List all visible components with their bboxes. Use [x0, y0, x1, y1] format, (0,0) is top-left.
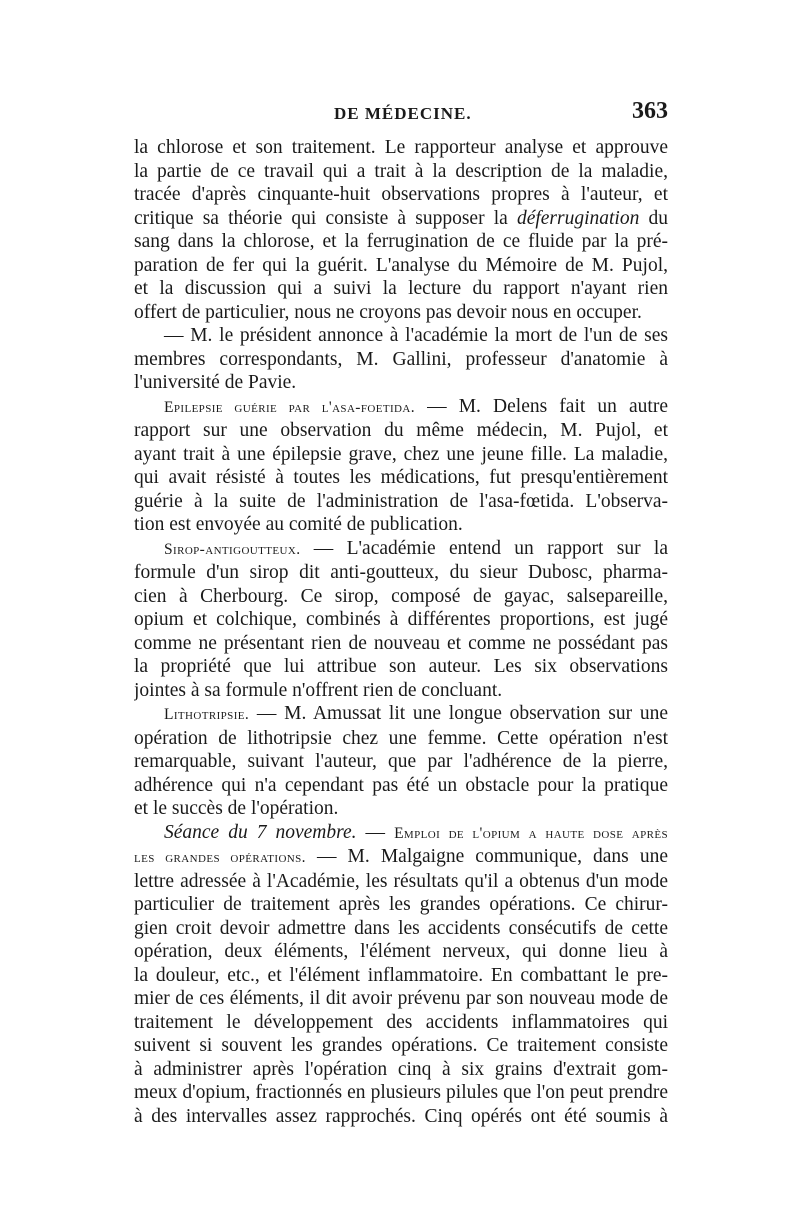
text-run: offert de particulier, nous ne croyons pas devoir nous en occuper. — [134, 301, 642, 323]
text-run: jointes à sa formule n'offrent rien de concluant. — [134, 679, 503, 701]
text-line — [134, 1105, 668, 1129]
text-line — [134, 537, 668, 562]
text-run: traitement le développement des accidents inflammatoires qui — [134, 1011, 668, 1033]
text-line — [134, 301, 668, 325]
text-line — [134, 964, 668, 988]
text-run: — M. Malgaigne communique, dans une — [305, 846, 668, 867]
body-text — [134, 136, 668, 1128]
text-line — [134, 1011, 668, 1035]
text-line — [134, 870, 668, 894]
paragraph-p4 — [134, 537, 668, 703]
text-line — [134, 490, 668, 514]
text-line — [134, 655, 668, 679]
text-run: — M. Delens fait un autre — [414, 395, 668, 417]
text-run: à des intervalles assez rapprochés. Cinq opérés ont été soumis à — [134, 1105, 668, 1127]
text-run: la douleur, etc., et l'élément inflammatoire. En combattant le pre- — [134, 964, 668, 986]
text-line — [134, 348, 668, 372]
text-line — [134, 821, 668, 846]
section-heading: Lithotripsie. — [164, 706, 250, 723]
text-line — [134, 1058, 668, 1082]
text-line — [134, 419, 668, 443]
text-line — [134, 727, 668, 751]
text-line — [134, 797, 668, 821]
text-run: ayant trait à une épilepsie grave, chez une jeune fille. La maladie, — [134, 443, 668, 465]
paragraph-p3 — [134, 395, 668, 537]
text-run: l'université de Pavie. — [134, 372, 297, 393]
text-run: — M. le président annonce à l'académie la mort de l'un de ses — [164, 325, 668, 346]
section-heading: Sirop-antigoutteux. — [164, 540, 301, 558]
text-run: critique sa théorie qui consiste à supposer la — [134, 207, 517, 229]
text-run: tracée d'après cinquante-huit observations propres à l'auteur, et — [134, 184, 668, 205]
text-run: — — [356, 821, 395, 843]
running-head: DE MÉDECINE. — [334, 104, 472, 123]
text-run: guérie à la suite de l'administration de l'asa-fœtida. L'observa- — [134, 490, 668, 512]
text-line — [134, 561, 668, 585]
text-line — [134, 136, 668, 160]
text-run: — L'académie entend un rapport sur la — [300, 537, 668, 559]
text-line — [134, 893, 668, 917]
text-line — [134, 774, 668, 798]
text-line — [134, 207, 668, 231]
text-run: opération, deux éléments, l'élément nerveux, qui donne lieu à — [134, 941, 668, 962]
text-run: à administrer après l'opération cinq à six grains d'extrait gom- — [134, 1058, 668, 1080]
italic-text: déferrugination — [516, 207, 640, 229]
text-line — [134, 395, 668, 420]
text-line — [134, 443, 668, 467]
text-run: cien à Cherbourg. Ce sirop, composé de gayac, salsepareille, — [134, 585, 668, 607]
text-run: et la discussion qui a suivi la lecture du rapport n'ayant rien — [134, 278, 668, 299]
text-run: remarquable, suivant l'auteur, que par l'adhérence de la pierre, — [134, 751, 668, 772]
text-run: suivent si souvent les grandes opérations. Ce traitement consiste — [134, 1035, 668, 1056]
section-heading: Epilepsie guérie par l'asa-foetida. — [164, 398, 415, 416]
text-run: sang dans la chlorose, et la ferrugination de ce fluide par la pré- — [134, 231, 668, 252]
text-run: adhérence qui n'a cependant pas été un obstacle pour la pratique — [134, 774, 668, 796]
italic-text: Séance du 7 novembre. — [164, 821, 357, 843]
text-line — [134, 277, 668, 301]
text-run: opium et colchique, combinés à différentes proportions, est jugé — [134, 609, 668, 630]
text-line — [134, 750, 668, 774]
text-line — [134, 160, 668, 184]
text-line — [134, 1034, 668, 1058]
text-run: particulier de traitement après les grandes opérations. Ce chirur- — [134, 894, 668, 915]
section-heading: les grandes opérations. — [134, 849, 306, 866]
text-line — [134, 632, 668, 656]
text-run: et le succès de l'opération. — [134, 798, 339, 819]
text-line — [134, 466, 668, 490]
text-line — [134, 324, 668, 348]
paragraph-p1 — [134, 136, 668, 324]
paragraph-p5 — [134, 702, 668, 821]
text-run: mier de ces éléments, il dit avoir prévenu par son nouveau mode de — [134, 988, 668, 1009]
text-line — [134, 940, 668, 964]
text-run: meux d'opium, fractionnés en plusieurs pilules que l'on peut prendre — [134, 1082, 668, 1103]
text-run: gien croit devoir admettre dans les accidents consécutifs de cette — [134, 917, 668, 939]
section-heading: Emploi de l'opium a haute dose après — [394, 824, 668, 842]
text-line — [134, 845, 668, 870]
text-run: — M. Amussat lit une longue observation sur une — [249, 703, 668, 724]
text-line — [134, 371, 668, 395]
text-line — [134, 608, 668, 632]
text-line — [134, 585, 668, 609]
page-number: 363 — [632, 98, 668, 124]
text-run: formule d'un sirop dit anti-goutteux, du sieur Dubosc, pharma- — [134, 562, 668, 583]
text-line — [134, 183, 668, 207]
text-line — [134, 702, 668, 727]
text-line — [134, 230, 668, 254]
text-line — [134, 679, 668, 703]
text-line — [134, 1081, 668, 1105]
text-run: la partie de ce travail qui a trait à la description de la maladie, — [134, 160, 668, 182]
text-run: membres correspondants, M. Gallini, professeur d'anatomie à — [134, 348, 668, 370]
text-run: rapport sur une observation du même médecin, M. Pujol, et — [134, 420, 668, 441]
text-run: opération de lithotripsie chez une femme. Cette opération n'est — [134, 727, 668, 749]
text-run: paration de fer qui la guérit. L'analyse du Mémoire de M. Pujol, — [134, 254, 668, 276]
text-run: lettre adressée à l'Académie, les résultats qu'il a obtenus d'un mode — [134, 870, 668, 892]
text-line — [134, 254, 668, 278]
text-run: la chlorose et son traitement. Le rapporteur analyse et approuve — [134, 137, 668, 158]
text-run: tion est envoyée au comité de publication. — [134, 514, 463, 535]
text-run: qui avait résisté à toutes les médications, fut presqu'entièrement — [134, 467, 668, 488]
text-run: du — [639, 207, 668, 229]
paragraph-p6 — [134, 821, 668, 1129]
text-run: la propriété que lui attribue son auteur. Les six observations — [134, 656, 668, 677]
text-line — [134, 987, 668, 1011]
text-line — [134, 917, 668, 941]
paragraph-p2 — [134, 324, 668, 395]
text-line — [134, 513, 668, 537]
text-run: comme ne présentant rien de nouveau et comme ne possédant pas — [134, 632, 668, 654]
page-header — [134, 98, 668, 134]
